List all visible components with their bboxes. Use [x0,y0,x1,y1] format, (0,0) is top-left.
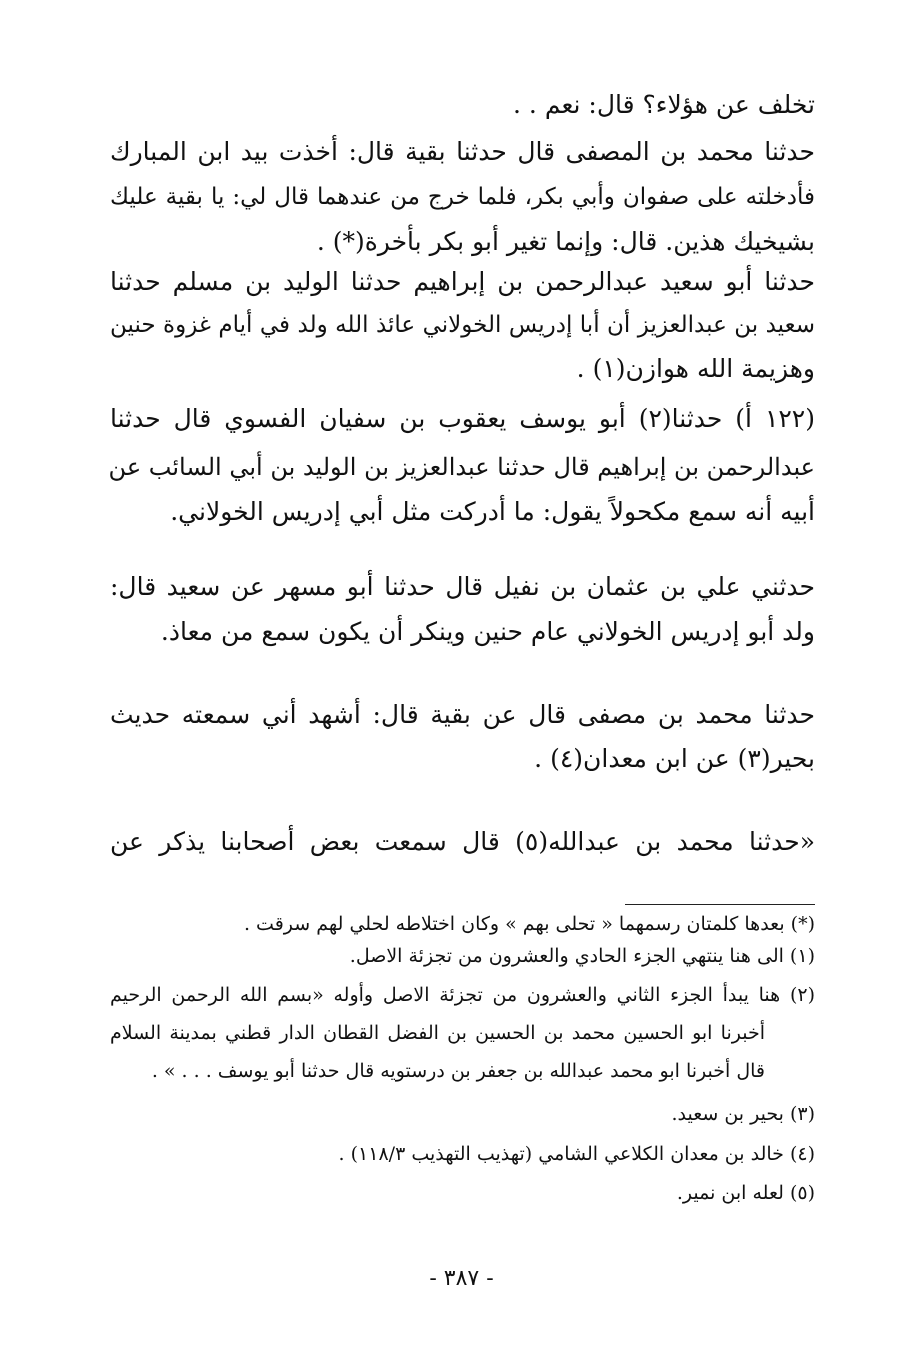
footnote: (٤) خالد بن معدان الكلاعي الشامي (تهذيب التهذيب ١١٨/٣) . [338,1143,815,1165]
footnote: (٣) بحير بن سعيد. [671,1103,815,1125]
body-line: سعيد بن عبدالعزيز أن أبا إدريس الخولاني عائذ الله ولد في أيام غزوة حنين [110,312,815,338]
page-number: - ٣٨٧ - [429,1266,494,1291]
body-line: حدثني علي بن عثمان بن نفيل قال حدثنا أبو مسهر عن سعيد قال: [110,572,815,601]
body-line: حدثنا محمد بن المصفى قال حدثنا بقية قال: أخذت بيد ابن المبارك [110,137,815,166]
body-line: (١٢٢ أ) حدثنا(٢) أبو يوسف يعقوب بن سفيان الفسوي قال حدثنا [110,404,815,433]
body-line: فأدخلته على صفوان وأبي بكر، فلما خرج من عندهما قال لي: يا بقية عليك [110,184,815,210]
footnote: (١) الى هنا ينتهي الجزء الحادي والعشرون من تجزئة الاصل. [349,945,815,967]
body-line: «حدثنا محمد بن عبدالله(٥) قال سمعت بعض أصحابنا يذكر عن [110,827,815,856]
body-line: حدثنا محمد بن مصفى قال عن بقية قال: أشهد أني سمعته حديث [110,700,815,729]
body-line: وهزيمة الله هوازن(١) . [576,354,815,383]
body-line: عبدالرحمن بن إبراهيم قال حدثنا عبدالعزيز بن الوليد بن أبي السائب عن [108,453,815,481]
body-line: أبيه أنه سمع مكحولاً يقول: ما أدركت مثل أبي إدريس الخولاني. [170,497,815,526]
body-line: بشيخيك هذين. قال: وإنما تغير أبو بكر بأخرة(*) . [316,227,815,256]
body-line: حدثنا أبو سعيد عبدالرحمن بن إبراهيم حدثنا الوليد بن مسلم حدثنا [110,267,815,296]
body-line: تخلف عن هؤلاء؟ قال: نعم . . [513,90,815,119]
footnote: (٢) هنا يبدأ الجزء الثاني والعشرون من تجزئة الاصل وأوله «بسم الله الرحمن الرحيم [110,984,815,1006]
body-line: بحير(٣) عن ابن معدان(٤) . [534,744,815,773]
footnote-continuation: قال أخبرنا ابو محمد عبدالله بن جعفر بن درستويه قال حدثنا أبو يوسف . . . » . [151,1060,765,1082]
body-line: ولد أبو إدريس الخولاني عام حنين وينكر أن يكون سمع من معاذ. [160,617,815,646]
footnote-continuation: أخبرنا ابو الحسين محمد بن الحسين بن الفضل القطان الدار قطني بمدينة السلام [110,1022,765,1044]
footnote: (٥) لعله ابن نمير. [676,1182,815,1204]
footnote-separator [625,904,815,905]
footnote: (*) بعدها كلمتان رسمهما « تحلى بهم » وكان اختلاطه لحلي لهم سرقت . [243,913,815,935]
